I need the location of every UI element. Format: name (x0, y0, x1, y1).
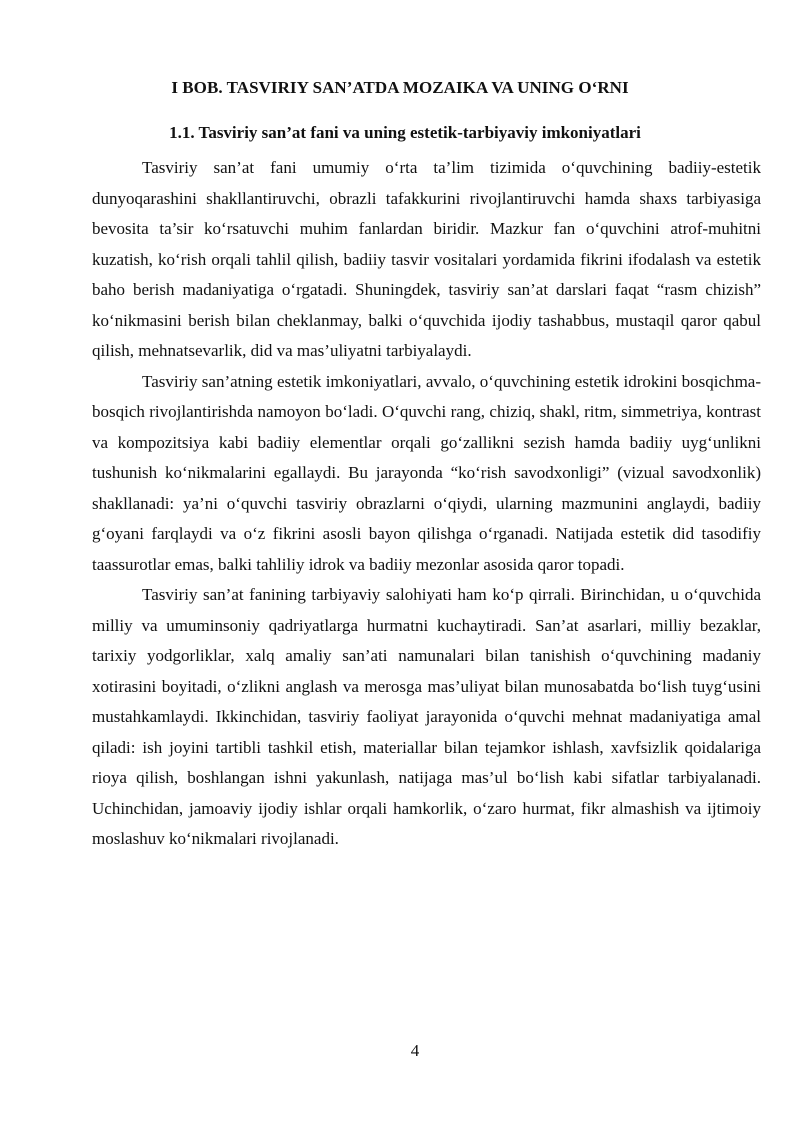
page-number: 4 (410, 1041, 420, 1060)
paragraph-2: Tasviriy san’atning estetik imkoniyatlari, avvalo, o‘quvchining estetik idrokini bosqichma-bosqich rivojlantirishda namoyon bo‘ladi. O‘quvchi rang, chiziq, shakl, ritm, simmetriya, kontrast va kompozitsiya kabi badiiy elementlar orqali go‘zallikni sezish hamda badiiy uyg‘unlikni tushunish ko‘nikmalarini egallaydi. Bu jarayonda “ko‘rish savodxonligi” (vizual savodxonlik) shakllanadi: ya’ni o‘quvchi tasviriy obrazlarni o‘qiydi, ularning mazmunini anglaydi, badiiy g‘oyani farqlaydi va o‘z fikrini asosli bayon qilishga o‘rganadi. Natijada estetik did tasodifiy taassurotlar emas, balki tahliliy idrok va badiiy mezonlar asosida qaror topadi. (92, 371, 761, 574)
body-text (92, 153, 761, 855)
paragraph-3: Tasviriy san’at fanining tarbiyaviy salohiyati ham ko‘p qirrali. Birinchidan, u o‘quvchida milliy va umuminsoniy qadriyatlarga hurmatni kuchaytiradi. San’at asarlari, milliy bezaklar, tarixiy yodgorliklar, xalq amaliy san’ati namunalari bilan tanishish o‘quvchining madaniy xotirasini boyitadi, o‘zlikni anglash va merosga mas’uliyat bilan munosabatda bo‘lish tuyg‘usini mustahkamlaydi. Ikkinchidan, tasviriy faoliyat jarayonida o‘quvchi mehnat madaniyatiga amal qiladi: ish joyini tartibli tashkil etish, materiallar bilan tejamkor ishlash, xavfsizlik qoidalariga rioya qilish, boshlangan ishni yakunlash, natijaga mas’ul bo‘lish kabi sifatlar tarbiyalanadi. Uchinchidan, jamoaviy ijodiy ishlar orqali hamkorlik, o‘zaro hurmat, fikr almashish va ijtimoiy moslashuv ko‘nikmalari rivojlanadi. (92, 585, 761, 848)
section-title: 1.1. Tasviriy san’at fani va uning estetik-tarbiyaviy imkoniyatlari (169, 123, 641, 142)
chapter-title: I BOB. TASVIRIY SAN’ATDA MOZAIKA VA UNING O‘RNI (171, 78, 629, 97)
paragraph-1: Tasviriy san’at fani umumiy o‘rta ta’lim tizimida o‘quvchining badiiy-estetik dunyoqarashini shakllantiruvchi, obrazli tafakkurini rivojlantiruvchi hamda shaxs tarbiyasiga bevosita ta’sir ko‘rsatuvchi muhim fanlardan biridir. Mazkur fan o‘quvchini atrof-muhitni kuzatish, ko‘rish orqali tahlil qilish, badiiy tasvir vositalari yordamida fikrini ifodalash va estetik baho berish madaniyatiga o‘rgatadi. Shuningdek, tasviriy san’at darslari faqat “rasm chizish” ko‘nikmasini berish bilan cheklanmay, balki o‘quvchida ijodiy tashabbus, mustaqil qaror qabul qilish, mehnatsevarlik, did va mas’uliyatni tarbiyalaydi. (92, 158, 761, 360)
